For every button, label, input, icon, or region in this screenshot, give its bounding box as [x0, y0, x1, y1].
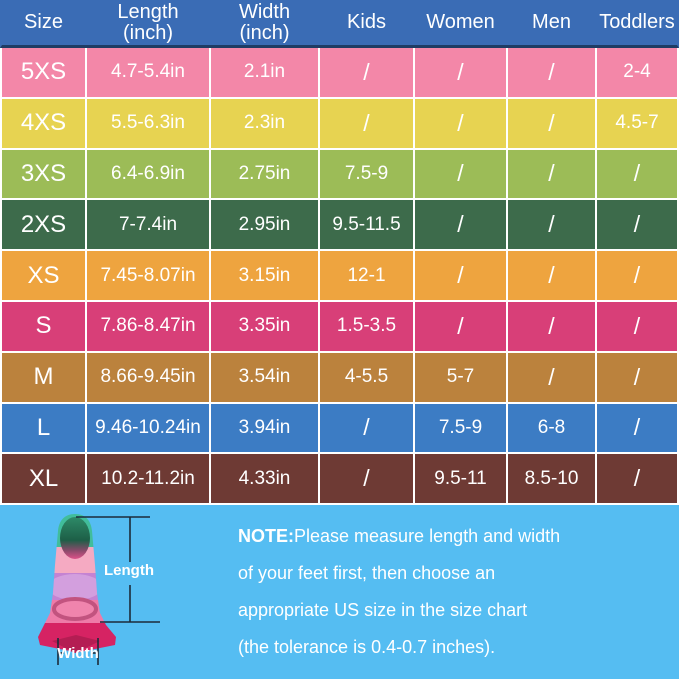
- size-cell: 4XS: [2, 99, 85, 148]
- table-cell: 2.3in: [211, 99, 318, 148]
- table-cell: 7.5-9: [320, 150, 413, 199]
- table-cell: 4.5-7: [597, 99, 677, 148]
- table-cell: 2.75in: [211, 150, 318, 199]
- table-cell: 6-8: [508, 404, 595, 453]
- table-row: [0, 150, 679, 201]
- table-cell: /: [415, 48, 506, 97]
- table-cell: /: [320, 48, 413, 97]
- note-line: appropriate US size in the size chart: [238, 600, 528, 620]
- table-cell: /: [508, 302, 595, 351]
- column-header-length: [87, 0, 209, 45]
- table-cell: 12-1: [320, 251, 413, 300]
- table-cell: /: [508, 353, 595, 402]
- column-header-sublabel: (inch): [239, 21, 290, 44]
- note-line: NOTE:Please measure length and width: [238, 526, 561, 546]
- table-cell: 7-7.4in: [87, 200, 209, 249]
- size-cell: 2XS: [2, 200, 85, 249]
- column-header-sublabel: (inch): [122, 21, 173, 44]
- column-header-label: Men: [532, 11, 571, 33]
- size-cell: XL: [2, 454, 85, 503]
- table-cell: 3.15in: [211, 251, 318, 300]
- note-line: (the tolerance is 0.4-0.7 inches).: [238, 637, 496, 657]
- table-cell: 9.5-11: [415, 454, 506, 503]
- table-cell: /: [508, 150, 595, 199]
- table-cell: 4.33in: [211, 454, 318, 503]
- table-cell: 7.5-9: [415, 404, 506, 453]
- table-row: [0, 99, 679, 150]
- table-cell: /: [320, 404, 413, 453]
- table-row: [0, 251, 679, 302]
- fin-highlight: [48, 574, 102, 600]
- table-cell: /: [320, 99, 413, 148]
- size-cell: 5XS: [2, 48, 85, 97]
- table-row: [0, 353, 679, 404]
- column-header-label: Length: [117, 0, 179, 23]
- table-cell: /: [415, 150, 506, 199]
- width-label: Width: [57, 645, 99, 662]
- note-text: [238, 518, 668, 666]
- table-cell: 8.5-10: [508, 454, 595, 503]
- table-cell: /: [597, 251, 677, 300]
- table-cell: /: [597, 404, 677, 453]
- table-row: [0, 200, 679, 251]
- table-row: [0, 302, 679, 353]
- column-header-label: Women: [426, 11, 495, 33]
- note-label: NOTE:: [238, 526, 294, 546]
- header-row: [0, 0, 679, 48]
- table-cell: /: [320, 454, 413, 503]
- length-label: Length: [104, 562, 154, 579]
- table-cell: /: [415, 251, 506, 300]
- table-cell: 4-5.5: [320, 353, 413, 402]
- table-cell: /: [508, 48, 595, 97]
- table-cell: /: [415, 99, 506, 148]
- column-header-label: Toddlers: [599, 11, 675, 33]
- table-cell: 9.46-10.24in: [87, 404, 209, 453]
- column-header-men: [508, 0, 595, 45]
- table-cell: 3.94in: [211, 404, 318, 453]
- toe-opening: [60, 517, 90, 559]
- table-cell: 7.86-8.47in: [87, 302, 209, 351]
- column-header-label: Size: [24, 11, 63, 33]
- table-cell: 3.54in: [211, 353, 318, 402]
- table-cell: 5.5-6.3in: [87, 99, 209, 148]
- table-cell: /: [508, 251, 595, 300]
- column-header-width: [211, 0, 318, 45]
- note-line: of your feet first, then choose an: [238, 563, 496, 583]
- size-cell: M: [2, 353, 85, 402]
- table-cell: /: [415, 200, 506, 249]
- table-row: [0, 454, 679, 505]
- table-cell: 2.95in: [211, 200, 318, 249]
- table-cell: /: [415, 302, 506, 351]
- size-cell: S: [2, 302, 85, 351]
- table-cell: 5-7: [415, 353, 506, 402]
- column-header-toddlers: [597, 0, 677, 45]
- table-cell: 10.2-11.2in: [87, 454, 209, 503]
- fin-illustration: [0, 505, 230, 679]
- table-cell: /: [597, 353, 677, 402]
- table-cell: 9.5-11.5: [320, 200, 413, 249]
- table-cell: 2.1in: [211, 48, 318, 97]
- table-cell: 2-4: [597, 48, 677, 97]
- table-cell: /: [597, 454, 677, 503]
- size-cell: L: [2, 404, 85, 453]
- table-body: [0, 48, 679, 505]
- table-cell: /: [597, 302, 677, 351]
- table-cell: 7.45-8.07in: [87, 251, 209, 300]
- table-cell: /: [597, 200, 677, 249]
- table-cell: 8.66-9.45in: [87, 353, 209, 402]
- table-cell: 1.5-3.5: [320, 302, 413, 351]
- table-cell: 4.7-5.4in: [87, 48, 209, 97]
- size-cell: 3XS: [2, 150, 85, 199]
- column-header-label: Width: [238, 0, 291, 23]
- table-cell: 3.35in: [211, 302, 318, 351]
- column-header-women: [415, 0, 506, 45]
- column-header-label: Kids: [347, 11, 386, 33]
- table-cell: 6.4-6.9in: [87, 150, 209, 199]
- table-row: [0, 404, 679, 455]
- table-row: [0, 48, 679, 99]
- size-cell: XS: [2, 251, 85, 300]
- footer: [0, 505, 679, 679]
- table-cell: /: [597, 150, 677, 199]
- table-cell: /: [508, 200, 595, 249]
- column-header-size: [2, 0, 85, 45]
- table-cell: /: [508, 99, 595, 148]
- column-header-kids: [320, 0, 413, 45]
- strap-opening: [54, 599, 96, 619]
